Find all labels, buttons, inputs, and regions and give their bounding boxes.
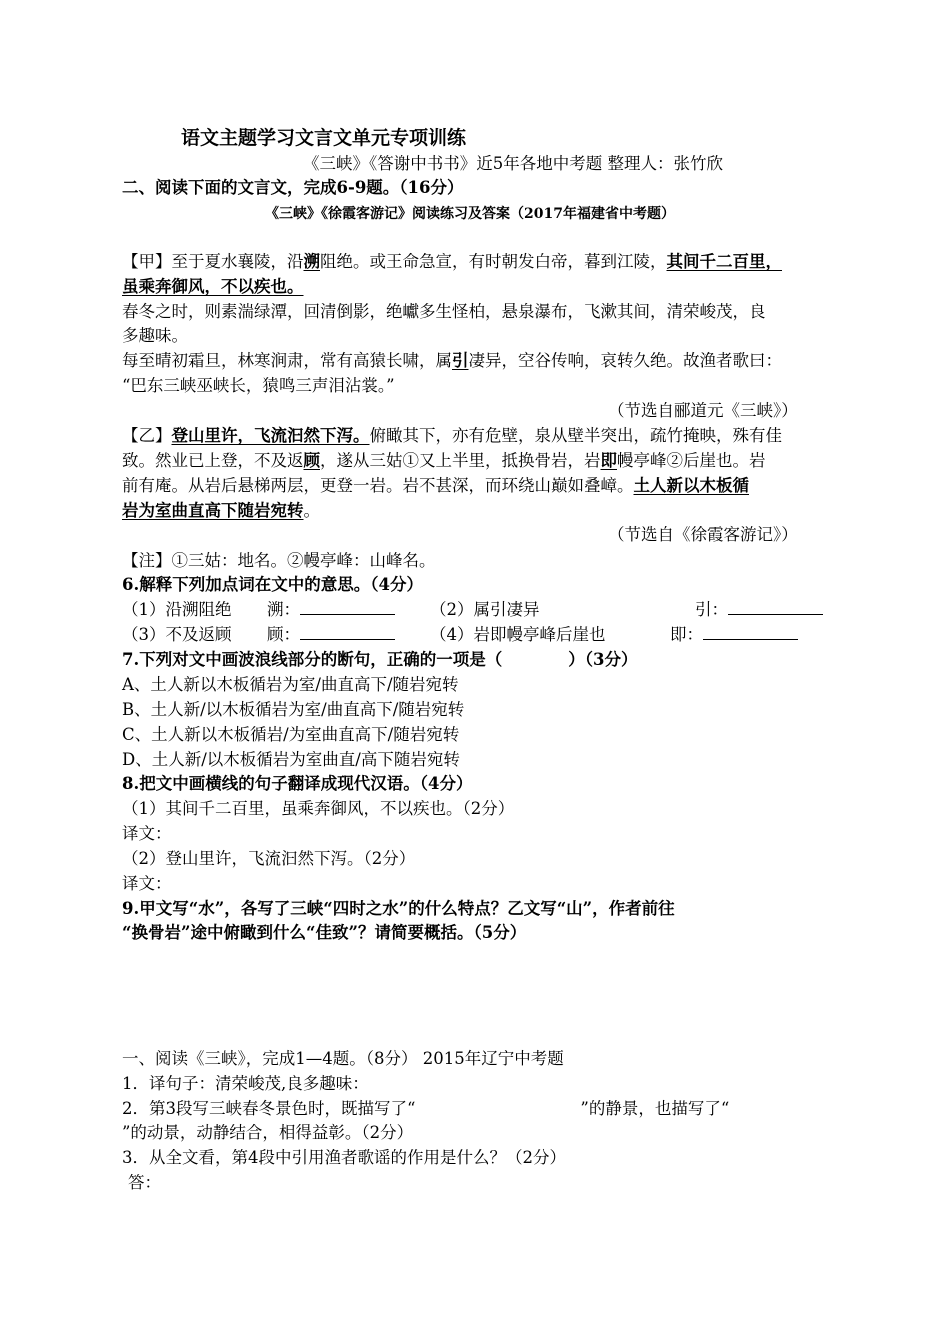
yi-text: 前有庵。从岩后悬梯两层，更登一岩。岩不甚深，而环绕山巅如叠嶂。: [122, 476, 634, 495]
jia-source: （节选自郦道元《三峡》）: [608, 401, 798, 420]
section-1-q2-line-1: 2．第3段写三峡春冬景色时，既描写了“ ”的静景，也描写了“: [122, 1099, 730, 1118]
answer-blank[interactable]: [300, 600, 395, 615]
note: 【注】①三姑：地名。②幔亭峰：山峰名。: [122, 551, 436, 570]
q7-option-b[interactable]: B、土人新/以木板循岩为室/曲直高下/随岩宛转: [122, 700, 465, 719]
yi-line-4: [122, 500, 320, 522]
jia-text: 【甲】至于夏水襄陵，沿: [122, 252, 304, 271]
question-6-heading: 6.解释下列加点词在文中的意思。（4分）: [122, 575, 423, 594]
q6-answer-label: 即：: [670, 625, 703, 644]
answer-blank[interactable]: [728, 600, 823, 615]
q6-answer-4: [670, 624, 798, 646]
jia-text: 凄异，空谷传响，哀转久绝。故渔者歌曰：: [468, 351, 782, 370]
q7-option-d[interactable]: D、土人新/以木板循岩为室曲直/高下随岩宛转: [122, 750, 460, 769]
yi-text: 致。然业已上登，不及返: [122, 451, 304, 470]
q7-option-a[interactable]: A、土人新以木板循岩为室/曲直高下/随岩宛转: [122, 675, 459, 694]
wavy-underlined-sentence: 土人新以木板循: [633, 476, 749, 495]
jia-paragraph-2-line-1: 春冬之时，则素湍绿潭，回清倒影，绝巘多生怪柏，悬泉瀑布，飞漱其间，清荣峻茂，良: [122, 302, 766, 321]
q6-answer-label: 引：: [695, 600, 728, 619]
q6-answer-label: 溯：: [267, 600, 300, 619]
question-7-heading: 7.下列对文中画波浪线部分的断句，正确的一项是（ ）（3分）: [122, 650, 638, 669]
jia-paragraph-3-line-1: [122, 350, 782, 372]
question-9-line-1: 9.甲文写“水”，各写了三峡“四时之水”的什么特点？乙文写“山”，作者前往: [122, 899, 675, 918]
question-8-heading: 8.把文中画横线的句子翻译成现代汉语。（4分）: [122, 774, 473, 793]
yi-line-1: [122, 425, 782, 447]
yi-text: ，遂从三姑①又上半里，抵换骨岩，岩: [320, 451, 601, 470]
section-1-q2-line-2: ”的动景，动静结合，相得益彰。（2分）: [122, 1123, 414, 1142]
wavy-underlined-sentence: 岩为室曲直高下随岩宛转: [122, 501, 304, 520]
jia-paragraph-1-line-1: [122, 251, 782, 273]
yi-source: （节选自《徐霞客游记》）: [608, 525, 798, 544]
yi-text: 【乙】: [122, 426, 172, 445]
answer-blank[interactable]: [703, 625, 798, 640]
q7-option-c[interactable]: C、土人新以木板循岩/为室曲直高下/随岩宛转: [122, 725, 460, 744]
q6-answer-label: 顾：: [267, 625, 300, 644]
section-1-answer-label: 答：: [128, 1173, 161, 1192]
page-title: 语文主题学习文言文单元专项训练: [181, 127, 467, 149]
yi-text: 幔亭峰②后崖也。岩: [617, 451, 766, 470]
question-9-line-2: “换骨岩”途中俯瞰到什么“佳致”？请简要概括。（5分）: [122, 923, 527, 942]
page-subtitle: 《三峡》《答谢中书书》近5年各地中考题 整理人：张竹欣: [303, 154, 723, 173]
q8-sentence-2: （2）登山里许，飞流汩然下泻。（2分）: [122, 849, 416, 868]
yi-text: 。: [303, 501, 320, 520]
underlined-sentence: 其间千二百里，: [666, 252, 782, 271]
yi-text: 俯瞰其下，亦有危壁，泉从壁半突出，疏竹掩映，殊有佳: [369, 426, 782, 445]
q6-item-3: （3）不及返顾: [122, 625, 232, 644]
yi-line-3: [122, 475, 749, 497]
underlined-sentence: 登山里许，飞流汩然下泻。: [171, 426, 370, 445]
dotted-word-su: 溯: [303, 252, 320, 271]
answer-blank[interactable]: [300, 625, 395, 640]
section-2-heading: 二、阅读下面的文言文，完成6-9题。（16分）: [122, 178, 464, 197]
q6-row-2: [122, 624, 703, 646]
section-1-q1: 1．译句子：清荣峻茂,良多趣味：: [122, 1074, 369, 1093]
yi-line-2: [122, 450, 766, 472]
jia-paragraph-1-line-2: [122, 276, 304, 298]
section-1-q3: 3．从全文看，第4段中引用渔者歌谣的作用是什么？（2分）: [122, 1148, 566, 1167]
section-1-heading: 一、阅读《三峡》，完成1—4题。（8分） 2015年辽宁中考题: [122, 1049, 564, 1068]
q8-translation-2-label: 译文：: [122, 874, 172, 893]
q6-answer-1: [267, 599, 395, 621]
q6-row-1: [122, 599, 728, 621]
jia-text: 阻绝。或王命急宣，有时朝发白帝，暮到江陵，: [320, 252, 667, 271]
q6-answer-3: [267, 624, 395, 646]
q6-item-1: （1）沿溯阻绝: [122, 600, 232, 619]
q6-item-2: （2）属引凄异: [430, 600, 540, 619]
q8-translation-1-label: 译文：: [122, 824, 172, 843]
jia-paragraph-2-line-2: 多趣味。: [122, 326, 188, 345]
source-title: 《三峡》《徐霞客游记》阅读练习及答案（2017年福建省中考题）: [265, 206, 675, 222]
q8-sentence-1: （1）其间千二百里，虽乘奔御风，不以疾也。（2分）: [122, 799, 515, 818]
q6-answer-2: [695, 599, 823, 621]
dotted-word-gu: 顾: [303, 451, 320, 470]
jia-text: 每至晴初霜旦，林寒涧肃，常有高猿长啸，属: [122, 351, 452, 370]
dotted-word-yin: 引: [452, 351, 469, 370]
jia-paragraph-3-line-2: “巴东三峡巫峡长，猿鸣三声泪沾裳。”: [122, 376, 395, 395]
q6-item-4: （4）岩即幔亭峰后崖也: [430, 625, 606, 644]
underlined-sentence: 虽乘奔御风，不以疾也。: [122, 277, 304, 296]
dotted-word-ji: 即: [600, 451, 617, 470]
